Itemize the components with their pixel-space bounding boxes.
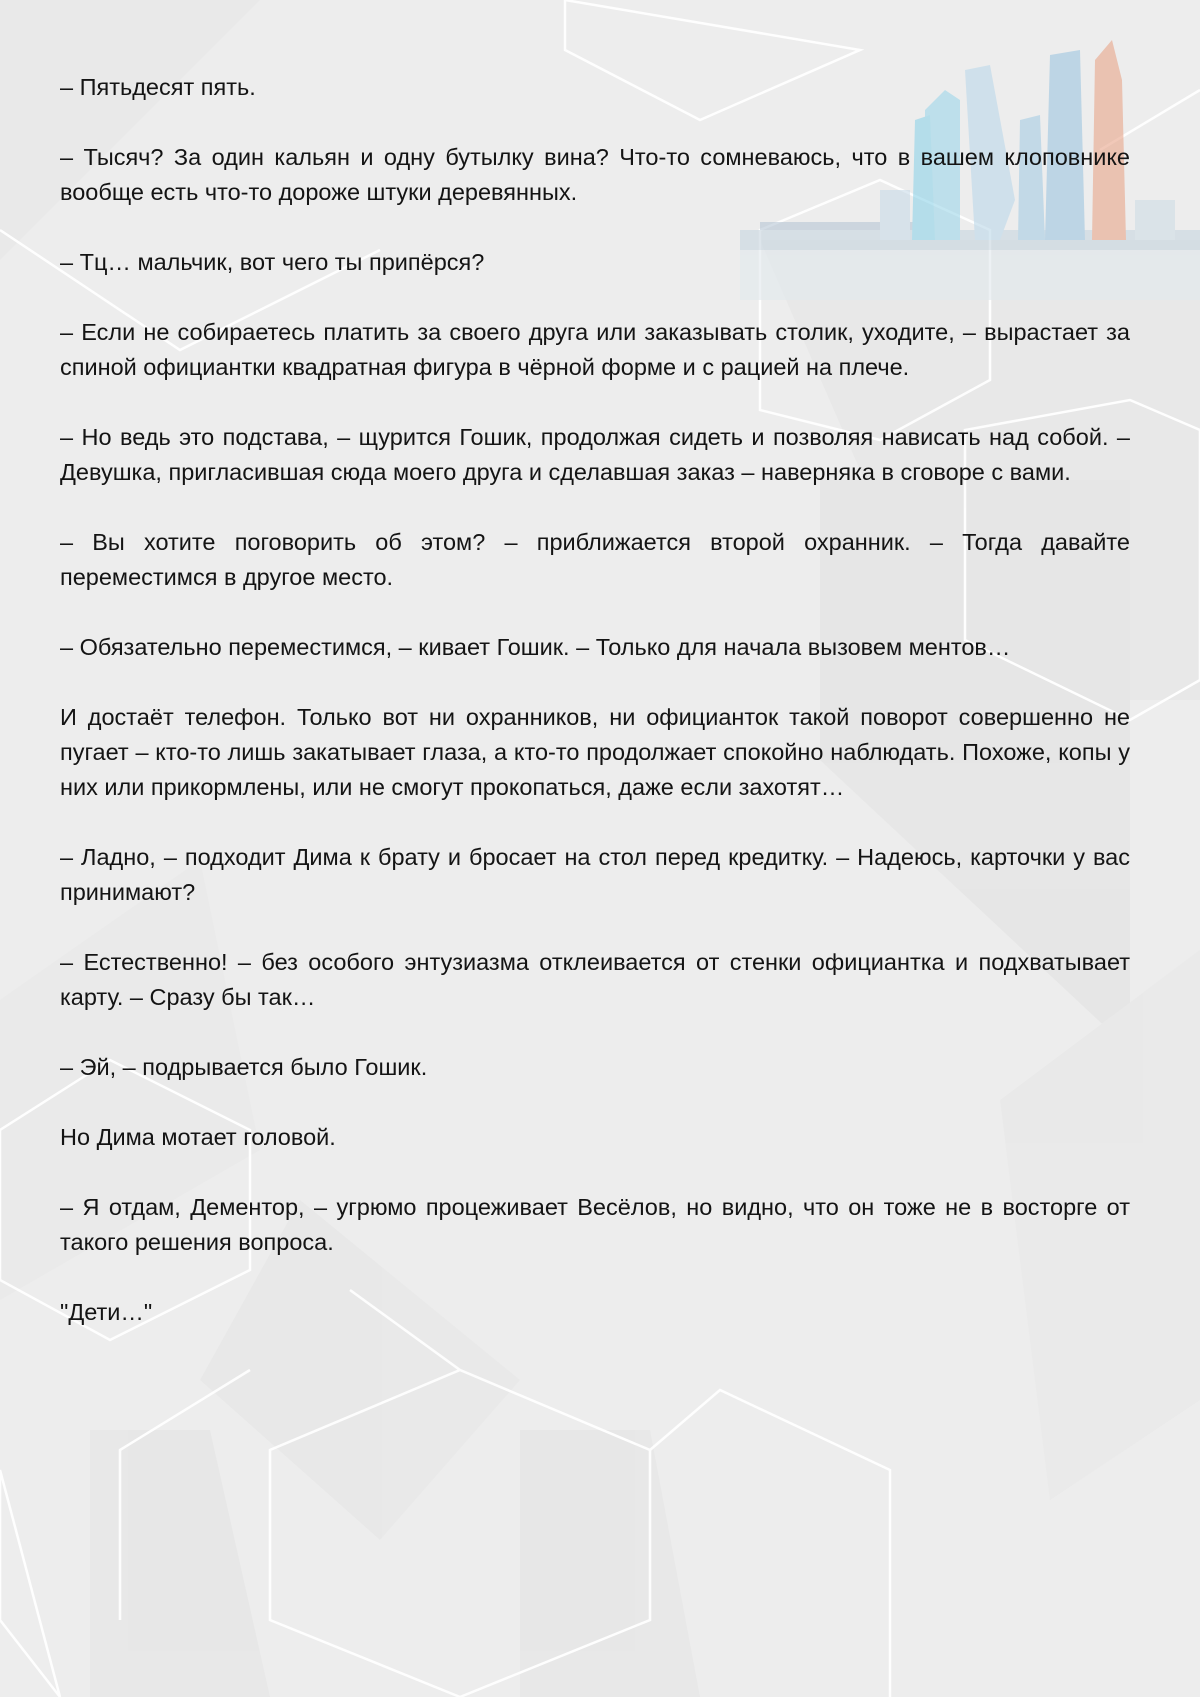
paragraph: – Если не собираетесь платить за своего друга или заказывать столик, уходите, – вырастает за спиной официантки квадратная фигура в чёрной форме и с рацией на плече. <box>60 319 1130 380</box>
paragraph: – Естественно! – без особого энтузиазма отклеивается от стенки официантка и подхватывает карту. – Сразу бы так… <box>60 949 1130 1010</box>
paragraph: – Обязательно переместимся, – кивает Гошик. – Только для начала вызовем ментов… <box>60 634 1011 660</box>
document-body <box>60 70 1130 1365</box>
paragraph: И достаёт телефон. Только вот ни охранников, ни официанток такой поворот совершенно не пугает – кто-то лишь закатывает глаза, а кто-то продолжает спокойно наблюдать. Похоже, копы у них или прикормлены, или не смогут прокопаться, даже если захотят… <box>60 704 1130 800</box>
paragraph: "Дети…" <box>60 1299 153 1325</box>
paragraph: – Но ведь это подстава, – щурится Гошик, продолжая сидеть и позволяя нависать над собой. – Девушка, пригласившая сюда моего друга и сделавшая заказ – наверняка в сговоре с вами. <box>60 424 1130 485</box>
paragraph: – Я отдам, Дементор, – угрюмо процеживает Весёлов, но видно, что он тоже не в восторге от такого решения вопроса. <box>60 1194 1130 1255</box>
paragraph: – Тысяч? За один кальян и одну бутылку вина? Что-то сомневаюсь, что в вашем клоповнике вообще есть что-то дороже штуки деревянных. <box>60 144 1130 205</box>
paragraph: – Эй, – подрывается было Гошик. <box>60 1054 428 1080</box>
paragraph: Но Дима мотает головой. <box>60 1124 336 1150</box>
paragraph: – Тц… мальчик, вот чего ты припёрся? <box>60 249 485 275</box>
paragraph: – Вы хотите поговорить об этом? – приближается второй охранник. – Тогда давайте переместимся в другое место. <box>60 529 1130 590</box>
paragraph: – Пятьдесят пять. <box>60 74 256 100</box>
paragraph: – Ладно, – подходит Дима к брату и бросает на стол перед кредитку. – Надеюсь, карточки у вас принимают? <box>60 844 1130 905</box>
